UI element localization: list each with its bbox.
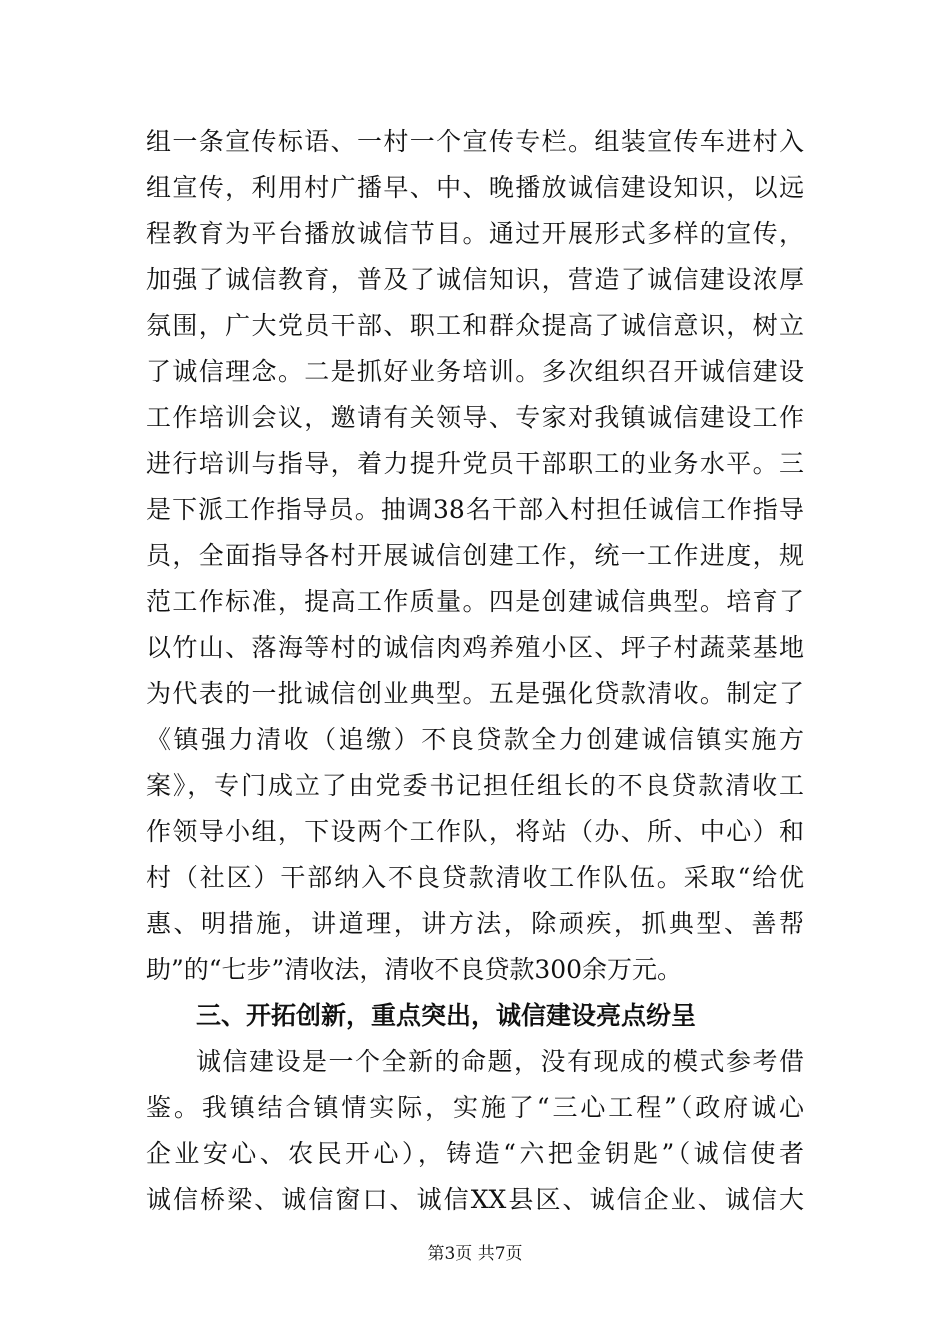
body-line-14: 《镇强力清收（追缴）不良贷款全力创建诚信镇实施方 <box>146 725 804 754</box>
body-line-12: 以竹山、落海等村的诚信肉鸡养殖小区、坪子村蔬菜基地 <box>146 633 804 662</box>
body-line-6: 了诚信理念。二是抓好业务培训。多次组织召开诚信建设 <box>146 357 804 386</box>
body-line-17: 村（社区）干部纳入不良贷款清收工作队伍。采取“给优 <box>146 863 804 892</box>
body-line-5: 氛围，广大党员干部、职工和群众提高了诚信意识，树立 <box>146 311 804 340</box>
body-line-19: 助”的“七步”清收法，清收不良贷款300余万元。 <box>146 955 683 984</box>
para2-line-4: 诚信桥梁、诚信窗口、诚信XX县区、诚信企业、诚信大 <box>146 1185 804 1214</box>
body-line-2: 组宣传，利用村广播早、中、晚播放诚信建设知识，以远 <box>146 173 804 202</box>
body-line-18: 惠、明措施，讲道理，讲方法，除顽疾，抓典型、善帮 <box>146 909 804 938</box>
body-line-9: 是下派工作指导员。抽调38名干部入村担任诚信工作指导 <box>146 495 804 524</box>
para2-line-1: 诚信建设是一个全新的命题，没有现成的模式参考借 <box>196 1047 804 1076</box>
para2-line-3: 企业安心、农民开心），铸造“六把金钥匙”（诚信使者 <box>146 1139 804 1168</box>
body-line-4: 加强了诚信教育，普及了诚信知识，营造了诚信建设浓厚 <box>146 265 804 294</box>
body-line-13: 为代表的一批诚信创业典型。五是强化贷款清收。制定了 <box>146 679 804 708</box>
body-line-10: 员，全面指导各村开展诚信创建工作，统一工作进度，规 <box>146 541 804 570</box>
body-line-1: 组一条宣传标语、一村一个宣传专栏。组装宣传车进村入 <box>146 127 804 156</box>
body-line-15: 案》，专门成立了由党委书记担任组长的不良贷款清收工 <box>146 771 804 800</box>
body-line-8: 进行培训与指导，着力提升党员干部职工的业务水平。三 <box>146 449 804 478</box>
body-line-11: 范工作标准，提高工作质量。四是创建诚信典型。培育了 <box>146 587 804 616</box>
body-line-16: 作领导小组，下设两个工作队，将站（办、所、中心）和 <box>146 817 804 846</box>
para2-line-2: 鉴。我镇结合镇情实际，实施了“三心工程”（政府诚心 <box>146 1093 804 1122</box>
body-line-3: 程教育为平台播放诚信节目。通过开展形式多样的宣传， <box>146 219 804 248</box>
body-line-7: 工作培训会议，邀请有关领导、专家对我镇诚信建设工作 <box>146 403 804 432</box>
page-footer: 第3页 共7页 <box>427 1244 523 1264</box>
section-heading: 三、开拓创新，重点突出，诚信建设亮点纷呈 <box>196 1001 697 1030</box>
